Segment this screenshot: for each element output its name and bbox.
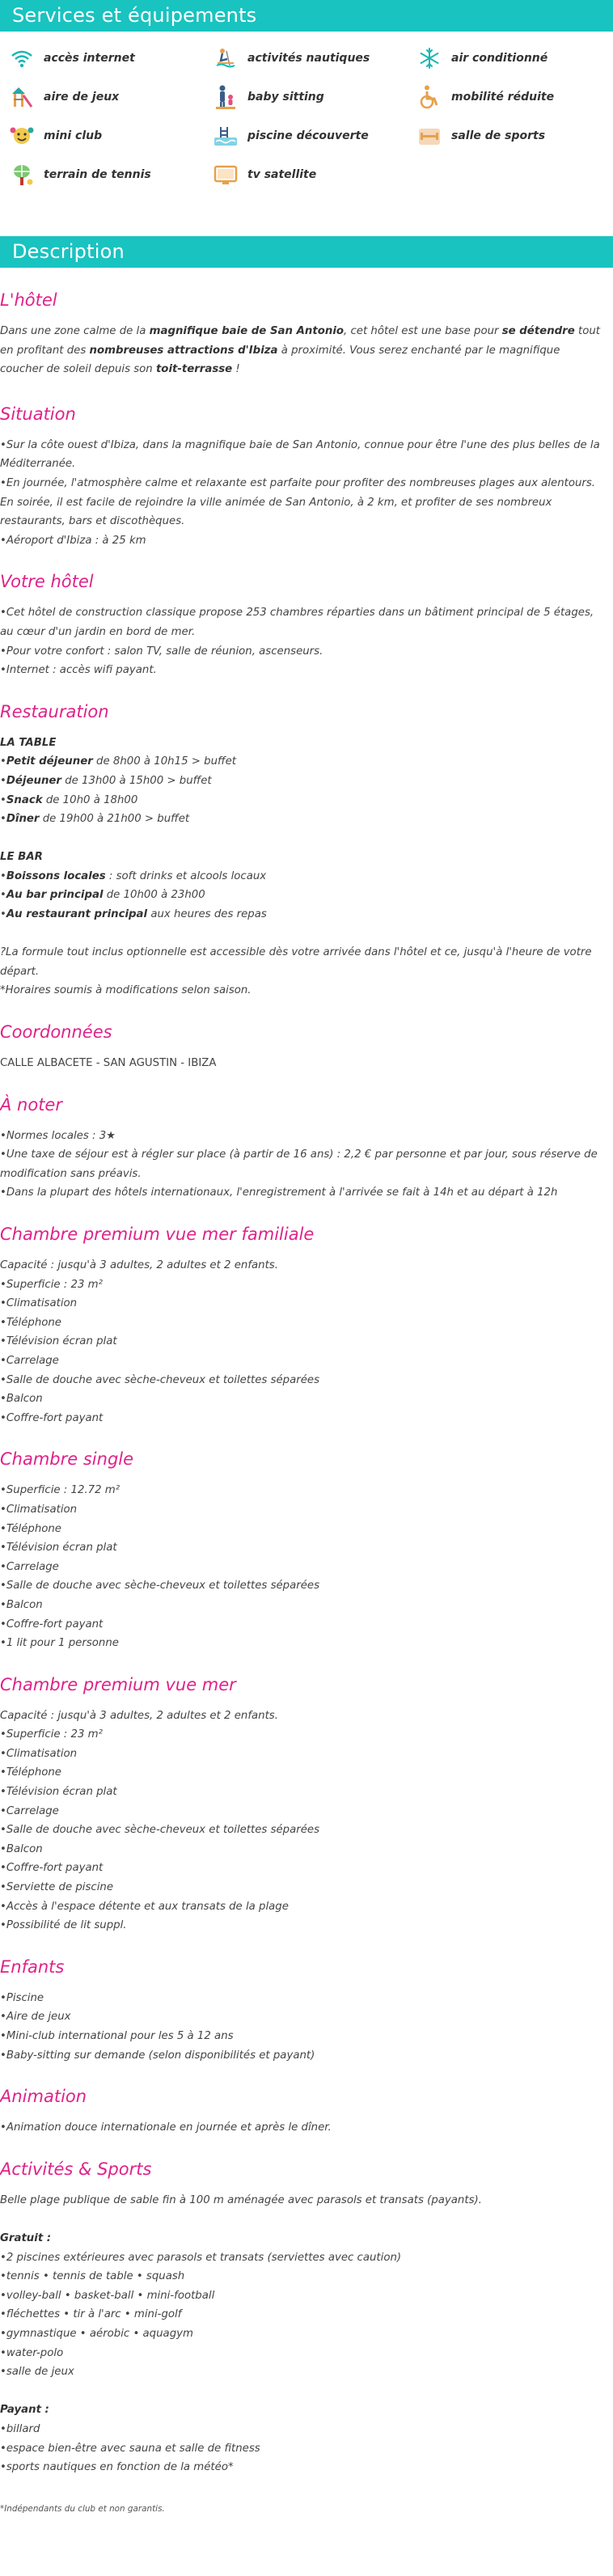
meal-hours: de 13h00 à 15h00 > buffet — [61, 774, 212, 787]
list-item: • Internet : accès wifi payant. — [0, 661, 602, 680]
equipment-label: piscine découverte — [247, 129, 369, 142]
list-item: • gymnastique • aérobic • aquagym — [0, 2324, 602, 2344]
equipment-label: air conditionné — [451, 52, 548, 65]
list-item: • En journée, l'atmosphère calme et relaxante est parfaite pour profiter des nombreuses plages aux alentours. En soirée, il est facile de rejoindre la ville animée de San Antonio, à 2 km, et profiter de ses nombreux restaurants, bars et discothèques. — [0, 474, 602, 531]
meal-name: Déjeuner — [6, 774, 61, 787]
equipment-label: activités nautiques — [247, 52, 370, 65]
list-item: • Superficie : 23 m² — [0, 1275, 602, 1295]
hours-note: *Horaires soumis à modifications selon saison. — [0, 984, 252, 997]
list-item: • Aire de jeux — [0, 2007, 602, 2027]
hotel-bold: nombreuses attractions d'Ibiza — [89, 344, 278, 357]
list-item — [0, 791, 602, 810]
equipment-item-wheelchair — [416, 81, 554, 113]
mini-club-icon — [8, 122, 36, 150]
list-item: • billard — [0, 2420, 602, 2439]
restaurant-table-title — [0, 734, 602, 753]
votre-hotel-list — [0, 603, 602, 679]
section-heading-coordonnees: Coordonnées — [0, 1022, 112, 1043]
equipment-item-mini-club — [8, 120, 102, 152]
list-item: • Une taxe de séjour est à régler sur place (à partir de 16 ans) : 2,2 € par personne et par jour, sous réserve de modification sans préavis. — [0, 1145, 602, 1183]
equipment-item-tennis — [8, 159, 151, 191]
description-title: Description — [12, 240, 125, 263]
premium-familiale-list — [0, 1256, 602, 1428]
services-title: Services et équipements — [12, 4, 257, 27]
gym-icon — [416, 122, 443, 150]
list-item: • Balcon — [0, 1840, 602, 1859]
paid-title — [0, 2400, 602, 2420]
section-heading-premium: Chambre premium vue mer — [0, 1674, 236, 1694]
equipment-label: accès internet — [44, 52, 135, 65]
equipment-label: baby sitting — [247, 91, 324, 104]
list-item: • Salle de douche avec sèche-cheveux et toilettes séparées — [0, 1576, 602, 1596]
a-noter-list — [0, 1127, 602, 1203]
list-item: • Baby-sitting sur demande (selon disponibilités et payant) — [0, 2046, 602, 2066]
meal-hours: de 10h0 à 18h00 — [42, 793, 138, 806]
list-item: • Animation douce internationale en journée et après le dîner. — [0, 2118, 602, 2138]
tennis-icon — [8, 161, 36, 188]
list-item: • Salle de douche avec sèche-cheveux et toilettes séparées — [0, 1371, 602, 1390]
equipment-label: mini club — [44, 129, 103, 142]
hotel-bold: toit-terrasse — [155, 363, 233, 376]
bar-item-detail: aux heures des repas — [147, 908, 267, 921]
footnote: *Indépendants du club et non garantis. — [0, 2503, 165, 2514]
section-heading-votre-hotel: Votre hôtel — [0, 572, 94, 592]
free-title-text: Gratuit : — [0, 2231, 52, 2244]
situation-list — [0, 436, 602, 551]
meal-name: Petit déjeuner — [6, 755, 93, 768]
section-heading-activites: Activités & Sports — [0, 2159, 152, 2179]
hotel-text: Dans une zone calme de la — [0, 325, 150, 337]
section-heading-animation: Animation — [0, 2087, 87, 2107]
section-heading-single: Chambre single — [0, 1449, 134, 1470]
enfants-list — [0, 1989, 602, 2065]
list-item: • Climatisation — [0, 1500, 602, 1520]
list-item: • Carrelage — [0, 1802, 602, 1821]
list-item: • Télévision écran plat — [0, 1332, 602, 1351]
hotel-text: ! — [232, 363, 240, 376]
bar-item-detail: de 10h00 à 23h00 — [103, 889, 205, 902]
free-title — [0, 2229, 602, 2248]
list-item: • Télévision écran plat — [0, 1538, 602, 1558]
list-item: • Mini-club international pour les 5 à 12 ans — [0, 2027, 602, 2046]
list-item: • tennis • tennis de table • squash — [0, 2267, 602, 2286]
list-item: • Normes locales : 3★ — [0, 1127, 602, 1146]
section-heading-enfants: Enfants — [0, 1956, 65, 1977]
list-item: • Téléphone — [0, 1520, 602, 1539]
list-item — [0, 867, 602, 886]
section-heading-premium-familiale: Chambre premium vue mer familiale — [0, 1225, 315, 1244]
playground-icon — [8, 83, 36, 111]
section-heading-a-noter: À noter — [0, 1094, 62, 1115]
list-item: • Salle de douche avec sèche-cheveux et toilettes séparées — [0, 1821, 602, 1840]
list-item: • Dans la plupart des hôtels internationaux, l'enregistrement à l'arrivée se fait à 14h et au départ à 12h — [0, 1183, 602, 1203]
list-item: • salle de jeux — [0, 2362, 602, 2382]
meal-hours: de 19h00 à 21h00 > buffet — [39, 813, 190, 826]
list-item: • Coffre-fort payant — [0, 1859, 602, 1878]
nautical-icon — [212, 44, 239, 72]
equipment-item-internet — [8, 42, 135, 74]
premium-list — [0, 1707, 602, 1935]
baby-sitting-icon — [212, 83, 239, 111]
list-item: • Superficie : 23 m² — [0, 1725, 602, 1745]
bar-item-name: Boissons locales — [6, 869, 106, 882]
list-item — [0, 810, 602, 829]
room-capacity: Capacité : jusqu'à 3 adultes, 2 adultes et 2 enfants. — [0, 1709, 278, 1722]
list-item: • Balcon — [0, 1596, 602, 1615]
beach-intro: Belle plage publique de sable fin à 100 m aménagée avec parasols et transats (payants). — [0, 2193, 482, 2206]
bar-item-name: Au bar principal — [6, 889, 104, 902]
activites-block — [0, 2191, 602, 2519]
list-item: • Téléphone — [0, 1763, 602, 1783]
list-item: • Pour votre confort : salon TV, salle de réunion, ascenseurs. — [0, 642, 602, 662]
bar-title-text: LE BAR — [0, 851, 43, 864]
paid-title-text: Payant : — [0, 2404, 49, 2417]
list-item: • Sur la côte ouest d'Ibiza, dans la magnifique baie de San Antonio, connue pour être l'une des plus belles de la Méditerranée. — [0, 436, 602, 474]
list-item: • Cet hôtel de construction classique propose 253 chambres réparties dans un bâtiment principal de 5 étages, au cœur d'un jardin en bord de mer. — [0, 603, 602, 641]
meal-name: Snack — [6, 793, 43, 806]
description-header — [0, 236, 613, 268]
equipment-label: tv satellite — [247, 168, 317, 181]
table-title-text: LA TABLE — [0, 736, 57, 749]
list-item: • Superficie : 12.72 m² — [0, 1481, 602, 1500]
equipment-item-gym — [416, 120, 545, 152]
address: CALLE ALBACETE - SAN AGUSTIN - IBIZA — [0, 1057, 217, 1070]
equipment-item-pool — [212, 120, 369, 152]
list-item — [0, 886, 602, 905]
pool-icon — [212, 122, 239, 150]
description-content — [0, 275, 602, 2519]
meal-name: Dîner — [6, 813, 40, 826]
hotel-bold: magnifique baie de San Antonio — [149, 325, 345, 337]
wheelchair-icon — [416, 83, 443, 111]
list-item: • sports nautiques en fonction de la météo* — [0, 2458, 602, 2477]
equipment-label: aire de jeux — [44, 91, 120, 104]
snowflake-icon — [416, 44, 443, 72]
list-item: • Coffre-fort payant — [0, 1409, 602, 1428]
equipment-item-baby-sitting — [212, 81, 324, 113]
hotel-text: tout en profitant des — [0, 325, 600, 357]
list-item: • Accès à l'espace détente et aux transats de la plage — [0, 1897, 602, 1917]
all-inclusive-note: ?La formule tout inclus optionnelle est accessible dès votre arrivée dans l'hôtel et ce, jusqu'à l'heure de votre départ. — [0, 946, 592, 978]
services-header — [0, 0, 613, 32]
hotel-text: à proximité. Vous serez enchanté par le magnifique coucher de soleil depuis son — [0, 344, 560, 376]
list-item: • espace bien-être avec sauna et salle de fitness — [0, 2439, 602, 2459]
list-item: • volley-ball • basket-ball • mini-football — [0, 2286, 602, 2306]
wifi-icon — [8, 44, 36, 72]
equipment-label: terrain de tennis — [44, 168, 151, 181]
bar-title — [0, 848, 602, 867]
hotel-text: , cet hôtel est une base pour — [344, 325, 502, 337]
room-capacity: Capacité : jusqu'à 3 adultes, 2 adultes et 2 enfants. — [0, 1259, 278, 1271]
list-item: • Carrelage — [0, 1351, 602, 1371]
hotel-paragraph — [0, 322, 602, 379]
equipment-item-tv — [212, 159, 316, 191]
animation-list — [0, 2118, 602, 2138]
list-item: • 1 lit pour 1 personne — [0, 1634, 602, 1653]
list-item: • Balcon — [0, 1390, 602, 1409]
list-item — [0, 752, 602, 772]
equipment-item-nautical — [212, 42, 370, 74]
list-item: • Climatisation — [0, 1745, 602, 1764]
list-item: • Possibilité de lit suppl. — [0, 1916, 602, 1935]
list-item: • Carrelage — [0, 1558, 602, 1577]
list-item — [0, 905, 602, 924]
list-item: • 2 piscines extérieures avec parasols et transats (serviettes avec caution) — [0, 2248, 602, 2268]
section-heading-situation: Situation — [0, 404, 76, 424]
meal-hours: de 8h00 à 10h15 > buffet — [92, 755, 236, 768]
restauration-block — [0, 734, 602, 1000]
equipment-label: salle de sports — [451, 129, 546, 142]
hotel-bold: se détendre — [501, 325, 575, 337]
list-item: • Piscine — [0, 1989, 602, 2008]
equipment-item-aircon — [416, 42, 547, 74]
list-item: • Téléphone — [0, 1313, 602, 1333]
list-item: • Aéroport d'Ibiza : à 25 km — [0, 531, 602, 551]
equipment-label: mobilité réduite — [451, 91, 555, 104]
bar-item-name: Au restaurant principal — [6, 908, 148, 921]
list-item: • Télévision écran plat — [0, 1783, 602, 1802]
bar-item-detail: : soft drinks et alcools locaux — [105, 869, 267, 882]
list-item: • Coffre-fort payant — [0, 1615, 602, 1635]
section-heading-hotel: L'hôtel — [0, 290, 57, 310]
section-heading-restauration: Restauration — [0, 701, 109, 721]
list-item: • Serviette de piscine — [0, 1878, 602, 1897]
equipment-item-playground — [8, 81, 119, 113]
list-item: • fléchettes • tir à l'arc • mini-golf — [0, 2305, 602, 2324]
list-item: • water-polo — [0, 2344, 602, 2363]
list-item: • Climatisation — [0, 1294, 602, 1313]
single-list — [0, 1481, 602, 1652]
tv-icon — [212, 161, 239, 188]
list-item — [0, 772, 602, 791]
